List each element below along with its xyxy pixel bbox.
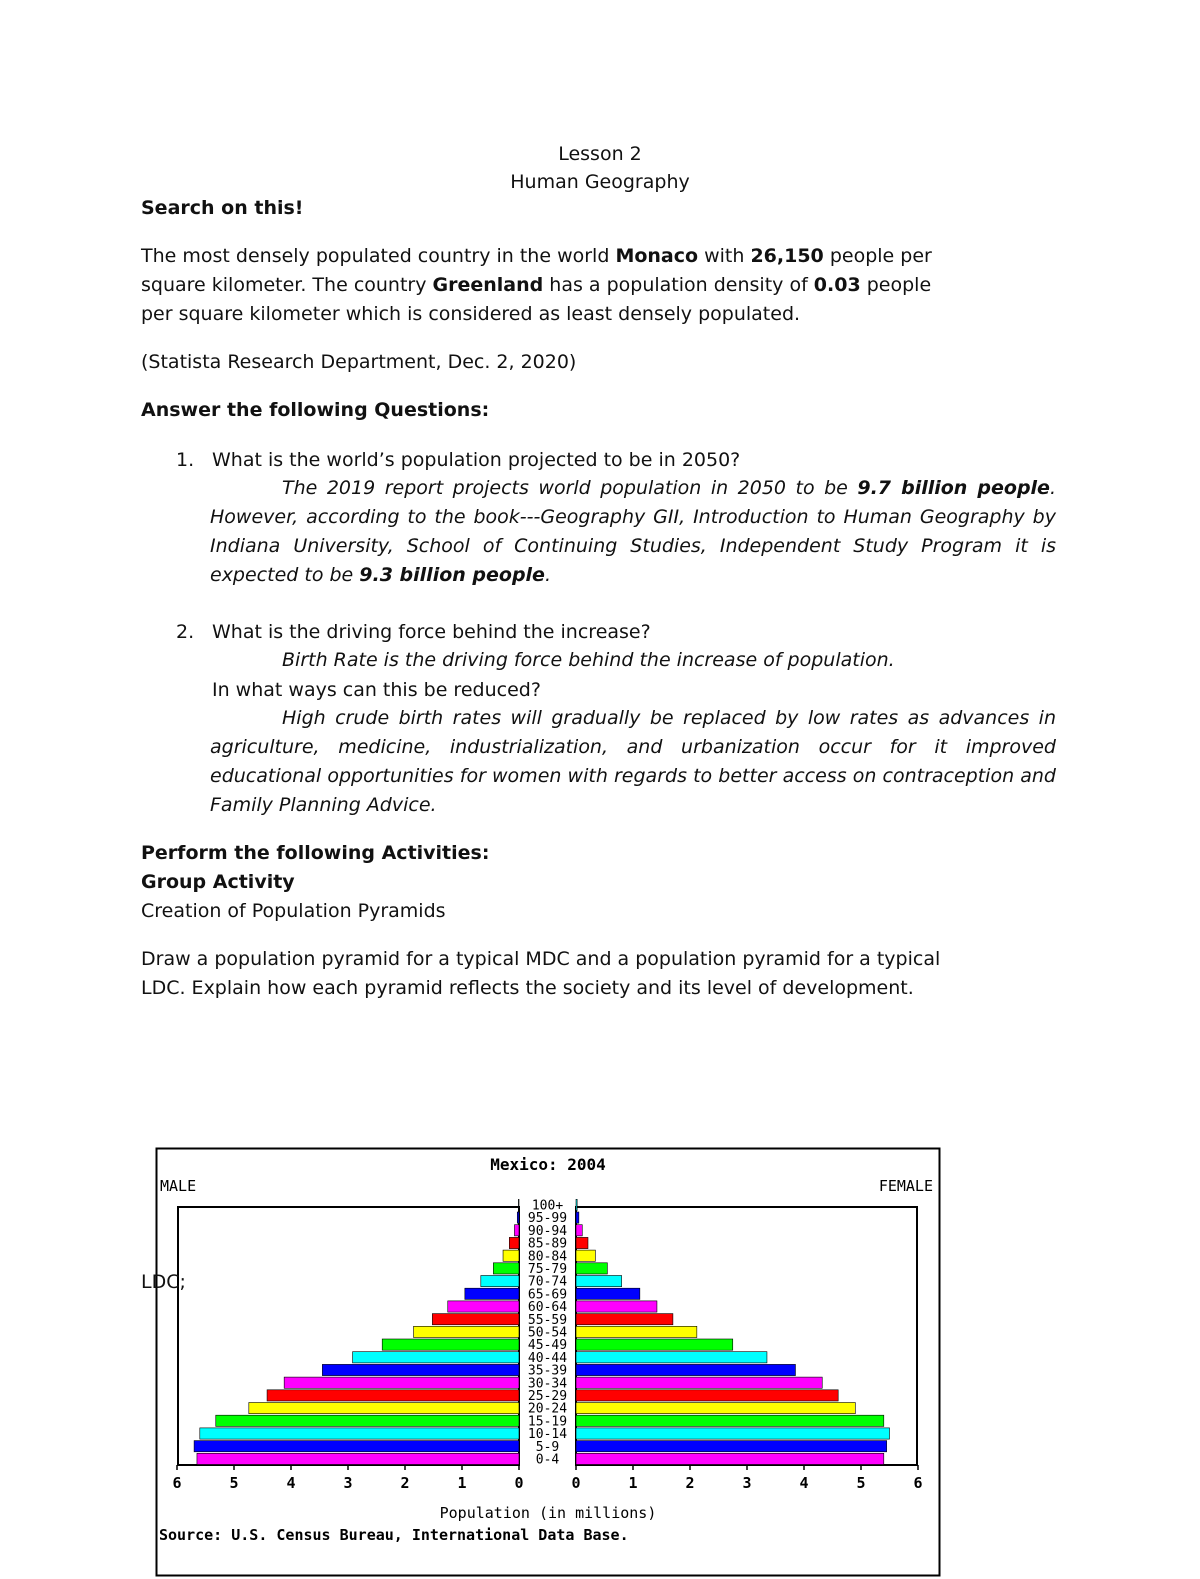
female-bar-65-69	[576, 1288, 640, 1299]
question-2b: In what ways can this be reduced?	[212, 679, 541, 701]
subject-title: Human Geography	[510, 171, 690, 193]
answer-1	[210, 474, 1056, 590]
female-bar-70-74	[576, 1276, 622, 1287]
x-tick-label: 5	[229, 1474, 239, 1492]
female-bar-60-64	[576, 1301, 657, 1312]
male-bar-5-9	[194, 1441, 519, 1452]
age-group-label: 100+	[531, 1198, 564, 1214]
female-bar-55-59	[576, 1314, 673, 1325]
male-bar-70-74	[481, 1276, 519, 1287]
answer-2	[210, 646, 1056, 675]
search-heading: Search on this!	[141, 197, 304, 219]
answer-text: The 2019 report projects world population in 2050 to be	[282, 477, 858, 499]
creation-text: Creation of Population Pyramids	[141, 900, 446, 922]
female-bar-5-9	[576, 1441, 887, 1452]
density-value: 26,150	[750, 245, 824, 267]
question-number: 1.	[176, 449, 195, 471]
answer-text: High crude birth rates will gradually be replaced by low rates as advances in agriculture, medicine, industrialization, and urbanization occur for it improved educational opportunities for women with regards to better access on contraception and Family Planning Advice.	[210, 707, 1056, 816]
female-bar-90-94	[576, 1225, 582, 1236]
male-bar-100+	[518, 1199, 519, 1210]
age-group-label: 10-14	[527, 1427, 568, 1443]
x-tick-label: 2	[400, 1474, 410, 1492]
male-bar-40-44	[353, 1352, 519, 1363]
age-group-label: 20-24	[527, 1401, 568, 1417]
chart-title: Mexico: 2004	[490, 1155, 606, 1174]
female-bar-85-89	[576, 1237, 588, 1248]
age-group-label: 55-59	[527, 1312, 568, 1328]
age-group-label: 40-44	[527, 1350, 568, 1366]
x-tick-label: 6	[913, 1474, 923, 1492]
answer-text: . However, according to the book---Geography GII, Introduction to Human Geography by Indiana University, School of Continuing Studies, Independent Study Program it is expected to be	[210, 477, 1056, 586]
male-bar-85-89	[509, 1237, 519, 1248]
intro-line-2	[141, 274, 931, 296]
intro-line-3: per square kilometer which is considered as least densely populated.	[141, 303, 801, 325]
male-bar-10-14	[200, 1428, 519, 1439]
age-group-label: 15-19	[527, 1414, 568, 1430]
x-tick-label: 1	[628, 1474, 638, 1492]
x-tick-label: 4	[286, 1474, 296, 1492]
answer-heading: Answer the following Questions:	[141, 399, 490, 421]
x-tick-label: 5	[856, 1474, 866, 1492]
age-group-label: 45-49	[527, 1338, 568, 1354]
x-tick-label: 6	[172, 1474, 182, 1492]
x-axis-label: Population (in millions)	[439, 1504, 657, 1522]
intro-text: The most densely populated country in the world	[141, 245, 616, 267]
age-group-label: 75-79	[527, 1262, 568, 1277]
instructions-line-2: LDC. Explain how each pyramid reflects the society and its level of development.	[141, 977, 914, 999]
female-bar-15-19	[576, 1415, 884, 1426]
male-bar-65-69	[465, 1288, 519, 1299]
ldc-label: LDC;	[141, 1271, 186, 1293]
source-note: Source: U.S. Census Bureau, International Data Base.	[159, 1526, 629, 1544]
intro-text: with	[698, 245, 751, 267]
intro-text: people	[860, 274, 932, 296]
age-group-label: 95-99	[527, 1211, 568, 1227]
x-tick-label: 4	[799, 1474, 809, 1492]
female-bar-95-99	[576, 1212, 579, 1223]
group-heading: Group Activity	[141, 871, 295, 893]
question-1: What is the world’s population projected to be in 2050?	[212, 449, 741, 471]
x-tick-label: 0	[514, 1474, 524, 1492]
question-2: What is the driving force behind the increase?	[212, 621, 651, 643]
female-bar-100+	[576, 1199, 577, 1210]
age-group-label: 50-54	[527, 1325, 568, 1341]
male-bar-20-24	[249, 1403, 519, 1414]
monaco-text: Monaco	[615, 245, 699, 267]
answer-text: Birth Rate is the driving force behind the increase of population.	[282, 649, 895, 671]
instructions-line-1: Draw a population pyramid for a typical MDC and a population pyramid for a typical	[141, 948, 941, 970]
perform-heading: Perform the following Activities:	[141, 842, 490, 864]
male-bar-30-34	[284, 1377, 519, 1388]
answer-text: .	[544, 564, 551, 586]
age-group-label: 35-39	[527, 1363, 568, 1379]
female-label: FEMALE	[878, 1177, 933, 1195]
age-group-label: 5-9	[535, 1439, 560, 1455]
male-bar-60-64	[448, 1301, 519, 1312]
male-bar-45-49	[382, 1339, 519, 1350]
age-group-label: 0-4	[535, 1452, 560, 1468]
age-group-label: 90-94	[527, 1223, 568, 1239]
density-value: 0.03	[813, 274, 861, 296]
female-bar-0-4	[576, 1453, 884, 1464]
male-bar-75-79	[493, 1263, 519, 1274]
question-number: 2.	[176, 621, 195, 643]
female-bar-25-29	[576, 1390, 838, 1401]
male-bar-15-19	[216, 1415, 519, 1426]
intro-text: people per	[823, 245, 932, 267]
female-bar-10-14	[576, 1428, 890, 1439]
x-tick-label: 0	[571, 1474, 581, 1492]
female-bar-75-79	[576, 1263, 607, 1274]
age-group-label: 25-29	[527, 1389, 568, 1404]
citation: (Statista Research Department, Dec. 2, 2020)	[141, 351, 577, 373]
female-bar-80-84	[576, 1250, 595, 1261]
age-group-label: 80-84	[527, 1249, 568, 1265]
female-bar-40-44	[576, 1352, 767, 1363]
male-bar-55-59	[432, 1314, 519, 1325]
male-bar-0-4	[197, 1453, 519, 1464]
male-bar-35-39	[322, 1364, 519, 1375]
x-tick-label: 3	[343, 1474, 353, 1492]
intro-text: has a population density of	[543, 274, 814, 296]
male-bar-90-94	[514, 1225, 519, 1236]
age-group-label: 70-74	[527, 1274, 568, 1290]
female-bar-30-34	[576, 1377, 822, 1388]
x-tick-label: 2	[685, 1474, 695, 1492]
answer-highlight: 9.7 billion people	[857, 477, 1050, 499]
greenland-text: Greenland	[432, 274, 544, 296]
female-bar-50-54	[576, 1326, 697, 1337]
female-bar-45-49	[576, 1339, 733, 1350]
age-group-label: 85-89	[527, 1236, 568, 1252]
x-tick-label: 1	[457, 1474, 467, 1492]
answer-2b	[210, 704, 1056, 820]
lesson-title: Lesson 2	[558, 143, 642, 165]
female-bar-35-39	[576, 1364, 795, 1375]
answer-highlight: 9.3 billion people	[359, 564, 545, 586]
female-bar-20-24	[576, 1403, 855, 1414]
x-tick-label: 3	[742, 1474, 752, 1492]
age-group-label: 65-69	[527, 1287, 568, 1303]
male-bar-50-54	[414, 1326, 519, 1337]
male-label: MALE	[160, 1177, 197, 1195]
age-group-label: 30-34	[527, 1376, 568, 1392]
intro-line-1	[141, 245, 932, 267]
intro-text: square kilometer. The country	[141, 274, 433, 296]
age-group-label: 60-64	[527, 1300, 568, 1316]
population-pyramid-chart	[155, 1147, 941, 1579]
male-bar-95-99	[517, 1212, 519, 1223]
male-bar-80-84	[503, 1250, 519, 1261]
male-bar-25-29	[267, 1390, 519, 1401]
